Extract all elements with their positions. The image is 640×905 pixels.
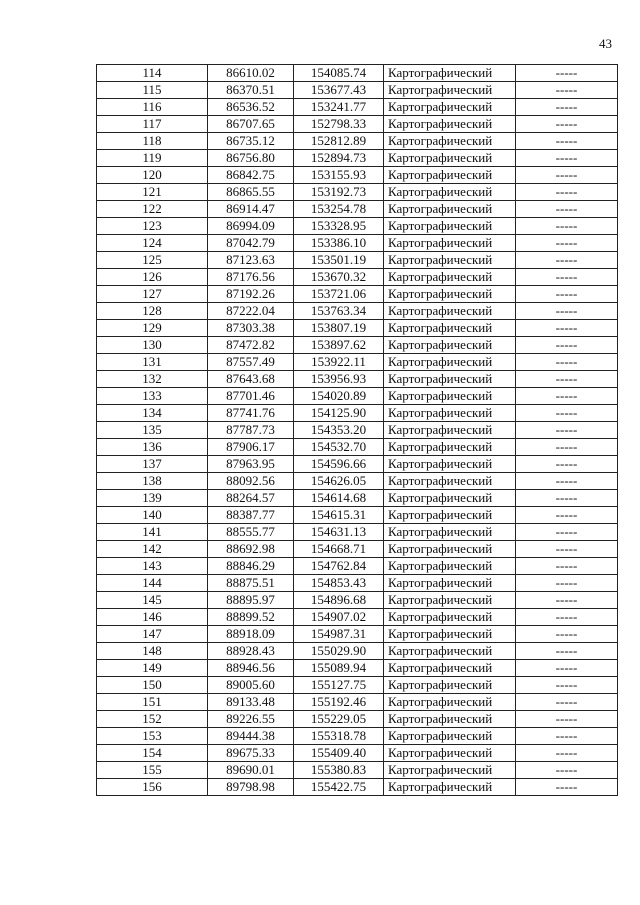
x-coordinate-cell: 88928.43 (208, 643, 294, 660)
method-cell: Картографический (384, 422, 516, 439)
y-coordinate-cell: 154596.66 (294, 456, 384, 473)
accuracy-cell: ----- (516, 65, 618, 82)
x-coordinate-cell: 87472.82 (208, 337, 294, 354)
accuracy-cell: ----- (516, 762, 618, 779)
x-coordinate-cell: 87906.17 (208, 439, 294, 456)
accuracy-cell: ----- (516, 541, 618, 558)
coordinates-table (96, 64, 618, 796)
accuracy-cell: ----- (516, 388, 618, 405)
point-number-cell: 143 (97, 558, 208, 575)
accuracy-cell: ----- (516, 609, 618, 626)
method-cell: Картографический (384, 490, 516, 507)
point-number-cell: 133 (97, 388, 208, 405)
point-number-cell: 152 (97, 711, 208, 728)
table-row (97, 218, 618, 235)
table-row (97, 371, 618, 388)
point-number-cell: 124 (97, 235, 208, 252)
method-cell: Картографический (384, 320, 516, 337)
y-coordinate-cell: 154987.31 (294, 626, 384, 643)
accuracy-cell: ----- (516, 150, 618, 167)
x-coordinate-cell: 86370.51 (208, 82, 294, 99)
table-row (97, 82, 618, 99)
accuracy-cell: ----- (516, 201, 618, 218)
y-coordinate-cell: 153386.10 (294, 235, 384, 252)
table-row (97, 422, 618, 439)
method-cell: Картографический (384, 133, 516, 150)
x-coordinate-cell: 88946.56 (208, 660, 294, 677)
x-coordinate-cell: 86865.55 (208, 184, 294, 201)
point-number-cell: 131 (97, 354, 208, 371)
accuracy-cell: ----- (516, 422, 618, 439)
table-row (97, 490, 618, 507)
point-number-cell: 156 (97, 779, 208, 796)
y-coordinate-cell: 152798.33 (294, 116, 384, 133)
point-number-cell: 130 (97, 337, 208, 354)
accuracy-cell: ----- (516, 694, 618, 711)
point-number-cell: 118 (97, 133, 208, 150)
accuracy-cell: ----- (516, 524, 618, 541)
accuracy-cell: ----- (516, 218, 618, 235)
table-row (97, 541, 618, 558)
method-cell: Картографический (384, 762, 516, 779)
x-coordinate-cell: 89675.33 (208, 745, 294, 762)
point-number-cell: 121 (97, 184, 208, 201)
x-coordinate-cell: 87963.95 (208, 456, 294, 473)
x-coordinate-cell: 87557.49 (208, 354, 294, 371)
x-coordinate-cell: 88895.97 (208, 592, 294, 609)
point-number-cell: 150 (97, 677, 208, 694)
page-number: 43 (599, 36, 612, 51)
y-coordinate-cell: 153922.11 (294, 354, 384, 371)
method-cell: Картографический (384, 677, 516, 694)
point-number-cell: 140 (97, 507, 208, 524)
point-number-cell: 151 (97, 694, 208, 711)
table-row (97, 133, 618, 150)
method-cell: Картографический (384, 575, 516, 592)
x-coordinate-cell: 89133.48 (208, 694, 294, 711)
table-row (97, 405, 618, 422)
y-coordinate-cell: 155029.90 (294, 643, 384, 660)
x-coordinate-cell: 88875.51 (208, 575, 294, 592)
x-coordinate-cell: 86735.12 (208, 133, 294, 150)
x-coordinate-cell: 87222.04 (208, 303, 294, 320)
accuracy-cell: ----- (516, 184, 618, 201)
x-coordinate-cell: 89798.98 (208, 779, 294, 796)
table-row (97, 116, 618, 133)
accuracy-cell: ----- (516, 337, 618, 354)
accuracy-cell: ----- (516, 507, 618, 524)
x-coordinate-cell: 86707.65 (208, 116, 294, 133)
table-row (97, 711, 618, 728)
method-cell: Картографический (384, 456, 516, 473)
x-coordinate-cell: 88264.57 (208, 490, 294, 507)
accuracy-cell: ----- (516, 235, 618, 252)
coordinates-table-body (97, 65, 618, 796)
accuracy-cell: ----- (516, 320, 618, 337)
x-coordinate-cell: 87042.79 (208, 235, 294, 252)
x-coordinate-cell: 88692.98 (208, 541, 294, 558)
point-number-cell: 142 (97, 541, 208, 558)
x-coordinate-cell: 87741.76 (208, 405, 294, 422)
accuracy-cell: ----- (516, 252, 618, 269)
accuracy-cell: ----- (516, 745, 618, 762)
y-coordinate-cell: 154762.84 (294, 558, 384, 575)
table-row (97, 252, 618, 269)
method-cell: Картографический (384, 82, 516, 99)
point-number-cell: 154 (97, 745, 208, 762)
table-row (97, 456, 618, 473)
y-coordinate-cell: 155229.05 (294, 711, 384, 728)
point-number-cell: 149 (97, 660, 208, 677)
y-coordinate-cell: 155089.94 (294, 660, 384, 677)
table-row (97, 354, 618, 371)
y-coordinate-cell: 154626.05 (294, 473, 384, 490)
method-cell: Картографический (384, 439, 516, 456)
point-number-cell: 147 (97, 626, 208, 643)
method-cell: Картографический (384, 507, 516, 524)
accuracy-cell: ----- (516, 116, 618, 133)
y-coordinate-cell: 155422.75 (294, 779, 384, 796)
accuracy-cell: ----- (516, 592, 618, 609)
point-number-cell: 155 (97, 762, 208, 779)
accuracy-cell: ----- (516, 660, 618, 677)
point-number-cell: 146 (97, 609, 208, 626)
point-number-cell: 123 (97, 218, 208, 235)
table-row (97, 286, 618, 303)
y-coordinate-cell: 154853.43 (294, 575, 384, 592)
accuracy-cell: ----- (516, 456, 618, 473)
method-cell: Картографический (384, 626, 516, 643)
accuracy-cell: ----- (516, 354, 618, 371)
x-coordinate-cell: 87303.38 (208, 320, 294, 337)
table-row (97, 762, 618, 779)
method-cell: Картографический (384, 65, 516, 82)
point-number-cell: 127 (97, 286, 208, 303)
point-number-cell: 128 (97, 303, 208, 320)
accuracy-cell: ----- (516, 371, 618, 388)
accuracy-cell: ----- (516, 473, 618, 490)
accuracy-cell: ----- (516, 303, 618, 320)
table-row (97, 694, 618, 711)
method-cell: Картографический (384, 592, 516, 609)
y-coordinate-cell: 153677.43 (294, 82, 384, 99)
table-row (97, 592, 618, 609)
point-number-cell: 132 (97, 371, 208, 388)
y-coordinate-cell: 154614.68 (294, 490, 384, 507)
y-coordinate-cell: 154668.71 (294, 541, 384, 558)
y-coordinate-cell: 154615.31 (294, 507, 384, 524)
x-coordinate-cell: 88092.56 (208, 473, 294, 490)
x-coordinate-cell: 88918.09 (208, 626, 294, 643)
method-cell: Картографический (384, 303, 516, 320)
x-coordinate-cell: 86842.75 (208, 167, 294, 184)
method-cell: Картографический (384, 524, 516, 541)
point-number-cell: 125 (97, 252, 208, 269)
table-row (97, 609, 618, 626)
y-coordinate-cell: 154631.13 (294, 524, 384, 541)
table-row (97, 643, 618, 660)
table-row (97, 677, 618, 694)
point-number-cell: 115 (97, 82, 208, 99)
method-cell: Картографический (384, 745, 516, 762)
point-number-cell: 138 (97, 473, 208, 490)
method-cell: Картографический (384, 201, 516, 218)
method-cell: Картографический (384, 150, 516, 167)
table-row (97, 269, 618, 286)
method-cell: Картографический (384, 337, 516, 354)
y-coordinate-cell: 153241.77 (294, 99, 384, 116)
accuracy-cell: ----- (516, 439, 618, 456)
table-row (97, 439, 618, 456)
point-number-cell: 141 (97, 524, 208, 541)
method-cell: Картографический (384, 558, 516, 575)
point-number-cell: 114 (97, 65, 208, 82)
accuracy-cell: ----- (516, 575, 618, 592)
y-coordinate-cell: 154532.70 (294, 439, 384, 456)
y-coordinate-cell: 154085.74 (294, 65, 384, 82)
point-number-cell: 117 (97, 116, 208, 133)
x-coordinate-cell: 88555.77 (208, 524, 294, 541)
table-row (97, 65, 618, 82)
point-number-cell: 137 (97, 456, 208, 473)
point-number-cell: 139 (97, 490, 208, 507)
y-coordinate-cell: 153155.93 (294, 167, 384, 184)
table-row (97, 507, 618, 524)
point-number-cell: 134 (97, 405, 208, 422)
x-coordinate-cell: 87176.56 (208, 269, 294, 286)
x-coordinate-cell: 88846.29 (208, 558, 294, 575)
table-row (97, 99, 618, 116)
y-coordinate-cell: 155318.78 (294, 728, 384, 745)
point-number-cell: 122 (97, 201, 208, 218)
method-cell: Картографический (384, 286, 516, 303)
table-row (97, 150, 618, 167)
point-number-cell: 129 (97, 320, 208, 337)
method-cell: Картографический (384, 99, 516, 116)
y-coordinate-cell: 152812.89 (294, 133, 384, 150)
method-cell: Картографический (384, 473, 516, 490)
y-coordinate-cell: 153328.95 (294, 218, 384, 235)
point-number-cell: 135 (97, 422, 208, 439)
point-number-cell: 145 (97, 592, 208, 609)
table-row (97, 524, 618, 541)
y-coordinate-cell: 154020.89 (294, 388, 384, 405)
table-row (97, 473, 618, 490)
point-number-cell: 120 (97, 167, 208, 184)
y-coordinate-cell: 153956.93 (294, 371, 384, 388)
table-row (97, 303, 618, 320)
table-row (97, 660, 618, 677)
accuracy-cell: ----- (516, 779, 618, 796)
point-number-cell: 136 (97, 439, 208, 456)
accuracy-cell: ----- (516, 558, 618, 575)
accuracy-cell: ----- (516, 99, 618, 116)
method-cell: Картографический (384, 371, 516, 388)
table-row (97, 626, 618, 643)
table-row (97, 779, 618, 796)
point-number-cell: 119 (97, 150, 208, 167)
method-cell: Картографический (384, 235, 516, 252)
x-coordinate-cell: 89690.01 (208, 762, 294, 779)
method-cell: Картографический (384, 218, 516, 235)
x-coordinate-cell: 87123.63 (208, 252, 294, 269)
method-cell: Картографический (384, 609, 516, 626)
x-coordinate-cell: 89005.60 (208, 677, 294, 694)
method-cell: Картографический (384, 184, 516, 201)
y-coordinate-cell: 155127.75 (294, 677, 384, 694)
method-cell: Картографический (384, 660, 516, 677)
y-coordinate-cell: 153807.19 (294, 320, 384, 337)
y-coordinate-cell: 154907.02 (294, 609, 384, 626)
method-cell: Картографический (384, 252, 516, 269)
method-cell: Картографический (384, 541, 516, 558)
table-row (97, 388, 618, 405)
y-coordinate-cell: 155409.40 (294, 745, 384, 762)
method-cell: Картографический (384, 405, 516, 422)
x-coordinate-cell: 89444.38 (208, 728, 294, 745)
x-coordinate-cell: 87787.73 (208, 422, 294, 439)
accuracy-cell: ----- (516, 643, 618, 660)
method-cell: Картографический (384, 694, 516, 711)
table-row (97, 167, 618, 184)
point-number-cell: 116 (97, 99, 208, 116)
y-coordinate-cell: 154896.68 (294, 592, 384, 609)
method-cell: Картографический (384, 388, 516, 405)
point-number-cell: 148 (97, 643, 208, 660)
accuracy-cell: ----- (516, 677, 618, 694)
method-cell: Картографический (384, 354, 516, 371)
accuracy-cell: ----- (516, 728, 618, 745)
accuracy-cell: ----- (516, 711, 618, 728)
accuracy-cell: ----- (516, 82, 618, 99)
x-coordinate-cell: 86610.02 (208, 65, 294, 82)
y-coordinate-cell: 155192.46 (294, 694, 384, 711)
x-coordinate-cell: 87643.68 (208, 371, 294, 388)
y-coordinate-cell: 153763.34 (294, 303, 384, 320)
accuracy-cell: ----- (516, 167, 618, 184)
table-row (97, 235, 618, 252)
accuracy-cell: ----- (516, 490, 618, 507)
method-cell: Картографический (384, 779, 516, 796)
accuracy-cell: ----- (516, 626, 618, 643)
y-coordinate-cell: 153721.06 (294, 286, 384, 303)
y-coordinate-cell: 152894.73 (294, 150, 384, 167)
y-coordinate-cell: 153192.73 (294, 184, 384, 201)
table-row (97, 575, 618, 592)
y-coordinate-cell: 153670.32 (294, 269, 384, 286)
x-coordinate-cell: 88899.52 (208, 609, 294, 626)
y-coordinate-cell: 154125.90 (294, 405, 384, 422)
table-row (97, 728, 618, 745)
accuracy-cell: ----- (516, 133, 618, 150)
accuracy-cell: ----- (516, 286, 618, 303)
point-number-cell: 144 (97, 575, 208, 592)
method-cell: Картографический (384, 643, 516, 660)
x-coordinate-cell: 87192.26 (208, 286, 294, 303)
x-coordinate-cell: 86756.80 (208, 150, 294, 167)
accuracy-cell: ----- (516, 269, 618, 286)
x-coordinate-cell: 89226.55 (208, 711, 294, 728)
x-coordinate-cell: 86914.47 (208, 201, 294, 218)
point-number-cell: 126 (97, 269, 208, 286)
y-coordinate-cell: 154353.20 (294, 422, 384, 439)
x-coordinate-cell: 87701.46 (208, 388, 294, 405)
method-cell: Картографический (384, 116, 516, 133)
method-cell: Картографический (384, 711, 516, 728)
table-row (97, 337, 618, 354)
x-coordinate-cell: 86994.09 (208, 218, 294, 235)
y-coordinate-cell: 155380.83 (294, 762, 384, 779)
method-cell: Картографический (384, 269, 516, 286)
method-cell: Картографический (384, 728, 516, 745)
x-coordinate-cell: 86536.52 (208, 99, 294, 116)
table-row (97, 184, 618, 201)
point-number-cell: 153 (97, 728, 208, 745)
method-cell: Картографический (384, 167, 516, 184)
y-coordinate-cell: 153254.78 (294, 201, 384, 218)
accuracy-cell: ----- (516, 405, 618, 422)
table-row (97, 320, 618, 337)
table-row (97, 558, 618, 575)
y-coordinate-cell: 153501.19 (294, 252, 384, 269)
y-coordinate-cell: 153897.62 (294, 337, 384, 354)
x-coordinate-cell: 88387.77 (208, 507, 294, 524)
table-row (97, 201, 618, 218)
table-row (97, 745, 618, 762)
